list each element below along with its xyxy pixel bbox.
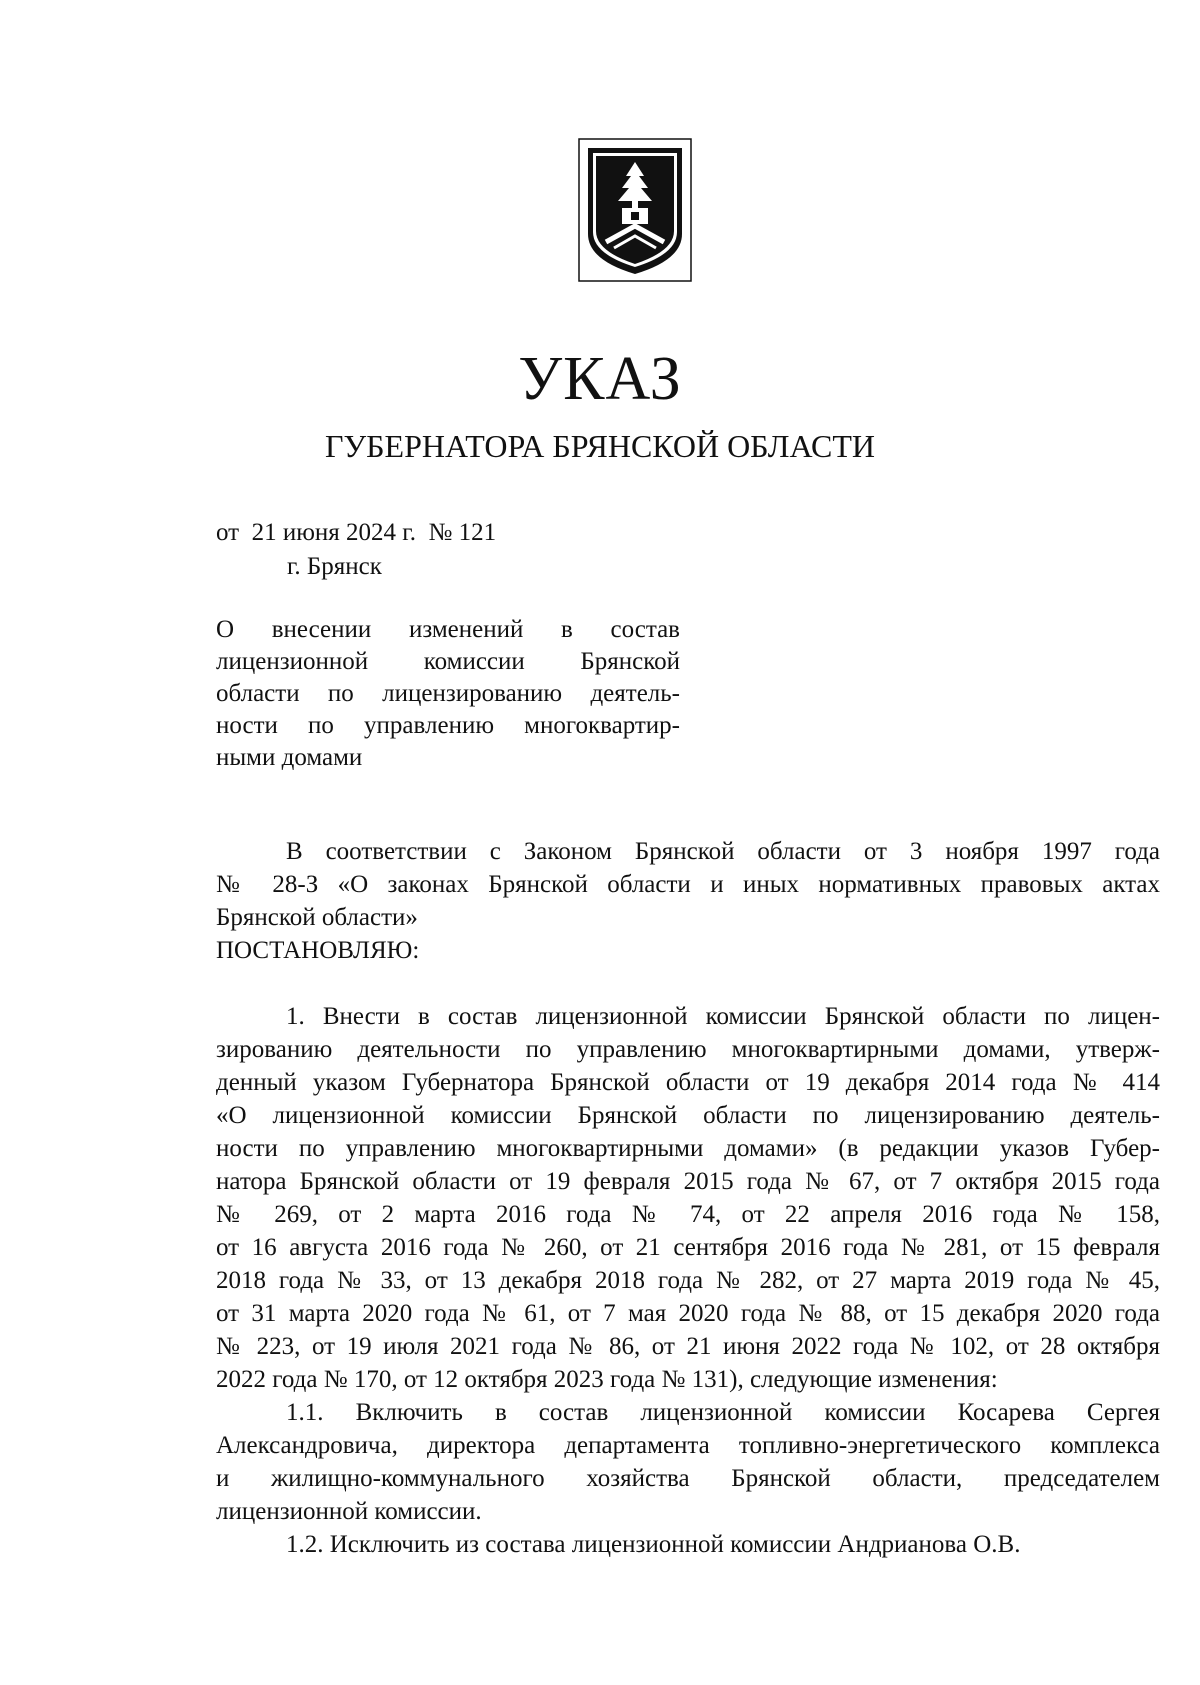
item-line: 2018 года № 33, от 13 декабря 2018 года № 282, от 27 марта 2019 года № 45, — [216, 1267, 1160, 1294]
item-line: лицензионной комиссии. — [216, 1498, 482, 1525]
document-subject — [216, 614, 680, 774]
preamble-line: В соответствии с Законом Брянской области от 3 ноября 1997 года — [286, 838, 1160, 865]
item-line: «О лицензионной комиссии Брянской области по лицензированию деятель- — [216, 1102, 1160, 1129]
item-line: денный указом Губернатора Брянской области от 19 декабря 2014 года № 414 — [216, 1069, 1160, 1096]
decree-word-text: ПОСТАНОВЛЯЮ: — [216, 937, 420, 964]
item-line: от 31 марта 2020 года № 61, от 7 мая 2020 года № 88, от 15 декабря 2020 года — [216, 1300, 1160, 1327]
item-line: № 223, от 19 июля 2021 года № 86, от 21 июня 2022 года № 102, от 28 октября — [216, 1333, 1160, 1360]
item-line: 1.2. Исключить из состава лицензионной комиссии Андрианова О.В. — [286, 1531, 1021, 1558]
item-line: Александровича, директора департамента топливно-энергетического комплекса — [216, 1432, 1160, 1459]
decree-word — [216, 934, 1160, 967]
subject-line: ности по управлению многоквартир- — [216, 712, 680, 739]
item-line: и жилищно-коммунального хозяйства Брянской области, председателем — [216, 1465, 1160, 1492]
item-line: № 269, от 2 марта 2016 года № 74, от 22 апреля 2016 года № 158, — [216, 1201, 1160, 1228]
item-line: 1.1. Включить в состав лицензионной комиссии Косарева Сергея — [286, 1399, 1160, 1426]
subject-line: О внесении изменений в состав — [216, 616, 680, 643]
item-line: 1. Внести в состав лицензионной комиссии Брянской области по лицен- — [286, 1003, 1160, 1030]
preamble-line: Брянской области» — [216, 904, 418, 931]
item-line: натора Брянской области от 19 февраля 2015 года № 67, от 7 октября 2015 года — [216, 1168, 1160, 1195]
coat-of-arms-emblem — [578, 138, 692, 282]
item-line: ности по управлению многоквартирными домами» (в редакции указов Губер- — [216, 1135, 1160, 1162]
document-city: г. Брянск — [287, 553, 382, 580]
item-line: 2022 года № 170, от 12 октября 2023 года № 131), следующие изменения: — [216, 1366, 998, 1393]
subject-line: лицензионной комиссии Брянской — [216, 648, 680, 675]
preamble-paragraph — [216, 835, 1160, 934]
subject-line: ными домами — [216, 744, 363, 771]
document-issuer: ГУБЕРНАТОРА БРЯНСКОЙ ОБЛАСТИ — [325, 428, 875, 464]
document-date-number: от 21 июня 2024 г. № 121 — [216, 519, 497, 546]
item-line: от 16 августа 2016 года № 260, от 21 сентября 2016 года № 281, от 15 февраля — [216, 1234, 1160, 1261]
document-title: УКАЗ — [518, 345, 682, 413]
decree-items — [216, 1000, 1160, 1561]
subject-line: области по лицензированию деятель- — [216, 680, 680, 707]
preamble-line: № 28-З «О законах Брянской области и иных нормативных правовых актах — [216, 871, 1160, 898]
item-line: зированию деятельности по управлению многоквартирными домами, утверж- — [216, 1036, 1160, 1063]
